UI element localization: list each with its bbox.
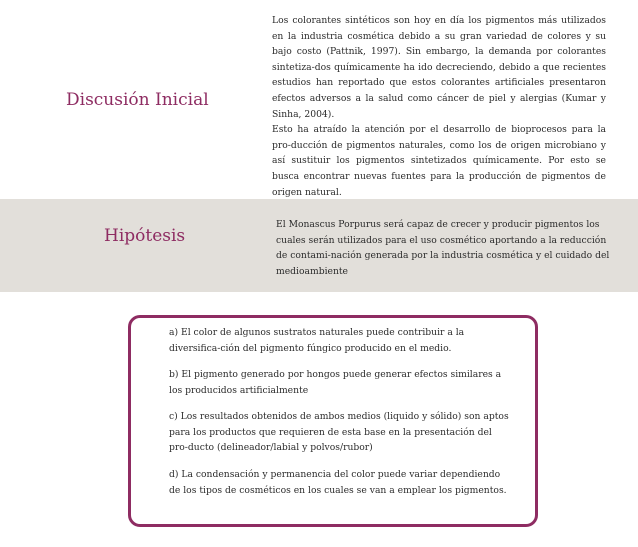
discusion-inicial-heading: Discusión Inicial: [66, 90, 209, 110]
hipotesis-heading: Hipótesis: [104, 226, 186, 246]
hipotesis-item-d: d) La condensación y permanencia del color puede variar dependiendo de los tipos de cosméticos en los cuales se van a emplear los pigmentos.: [169, 469, 507, 496]
discusion-paragraph-1: Los colorantes sintéticos son hoy en día los pigmentos más utilizados en la industria cosmética debido a su gran variedad de colores y su bajo costo (Pattnik, 1997). Sin embargo, la demanda por colorantes sintetiza-dos químicamente ha ido decreciendo, debido a que recientes estudios han reportado que estos colorantes artificiales presentaron efectos adversos a la salud como cáncer de piel y alergias (Kumar y Sinha, 2004).: [272, 15, 606, 120]
hipotesis-item-c: c) Los resultados obtenidos de ambos medios (liquido y sólido) son aptos para los productos que requieren de esta base en la presentación del pro-ducto (delineador/labial y polvos/rubor): [169, 411, 509, 454]
hipotesis-statement-text: El Monascus Porpurus será capaz de crecer y producir pigmentos los cuales serán utilizados para el uso cosmético aportando a la reducción de contami-nación generada por la industria cosmética y el cuidado del medioambiente: [276, 219, 610, 277]
discusion-paragraph-2: Esto ha atraído la atención por el desarrollo de bioprocesos para la pro-ducción de pigmentos naturales, como los de origen microbiano y así sustituir los pigmentos sintetizados químicamente. Por esto se busca encontrar nuevas fuentes para la producción de pigmentos de origen natural.: [272, 124, 606, 198]
hipotesis-statement: [276, 217, 620, 279]
discusion-inicial-text: [272, 13, 606, 200]
hipotesis-item-b: b) El pigmento generado por hongos puede generar efectos similares a los producidos artificialmente: [169, 369, 502, 396]
hipotesis-item-a: a) El color de algunos sustratos naturales puede contribuir a la diversifica-ción del pigmento fúngico producido en el medio.: [169, 327, 465, 354]
hipotesis-list-box: [128, 315, 538, 527]
